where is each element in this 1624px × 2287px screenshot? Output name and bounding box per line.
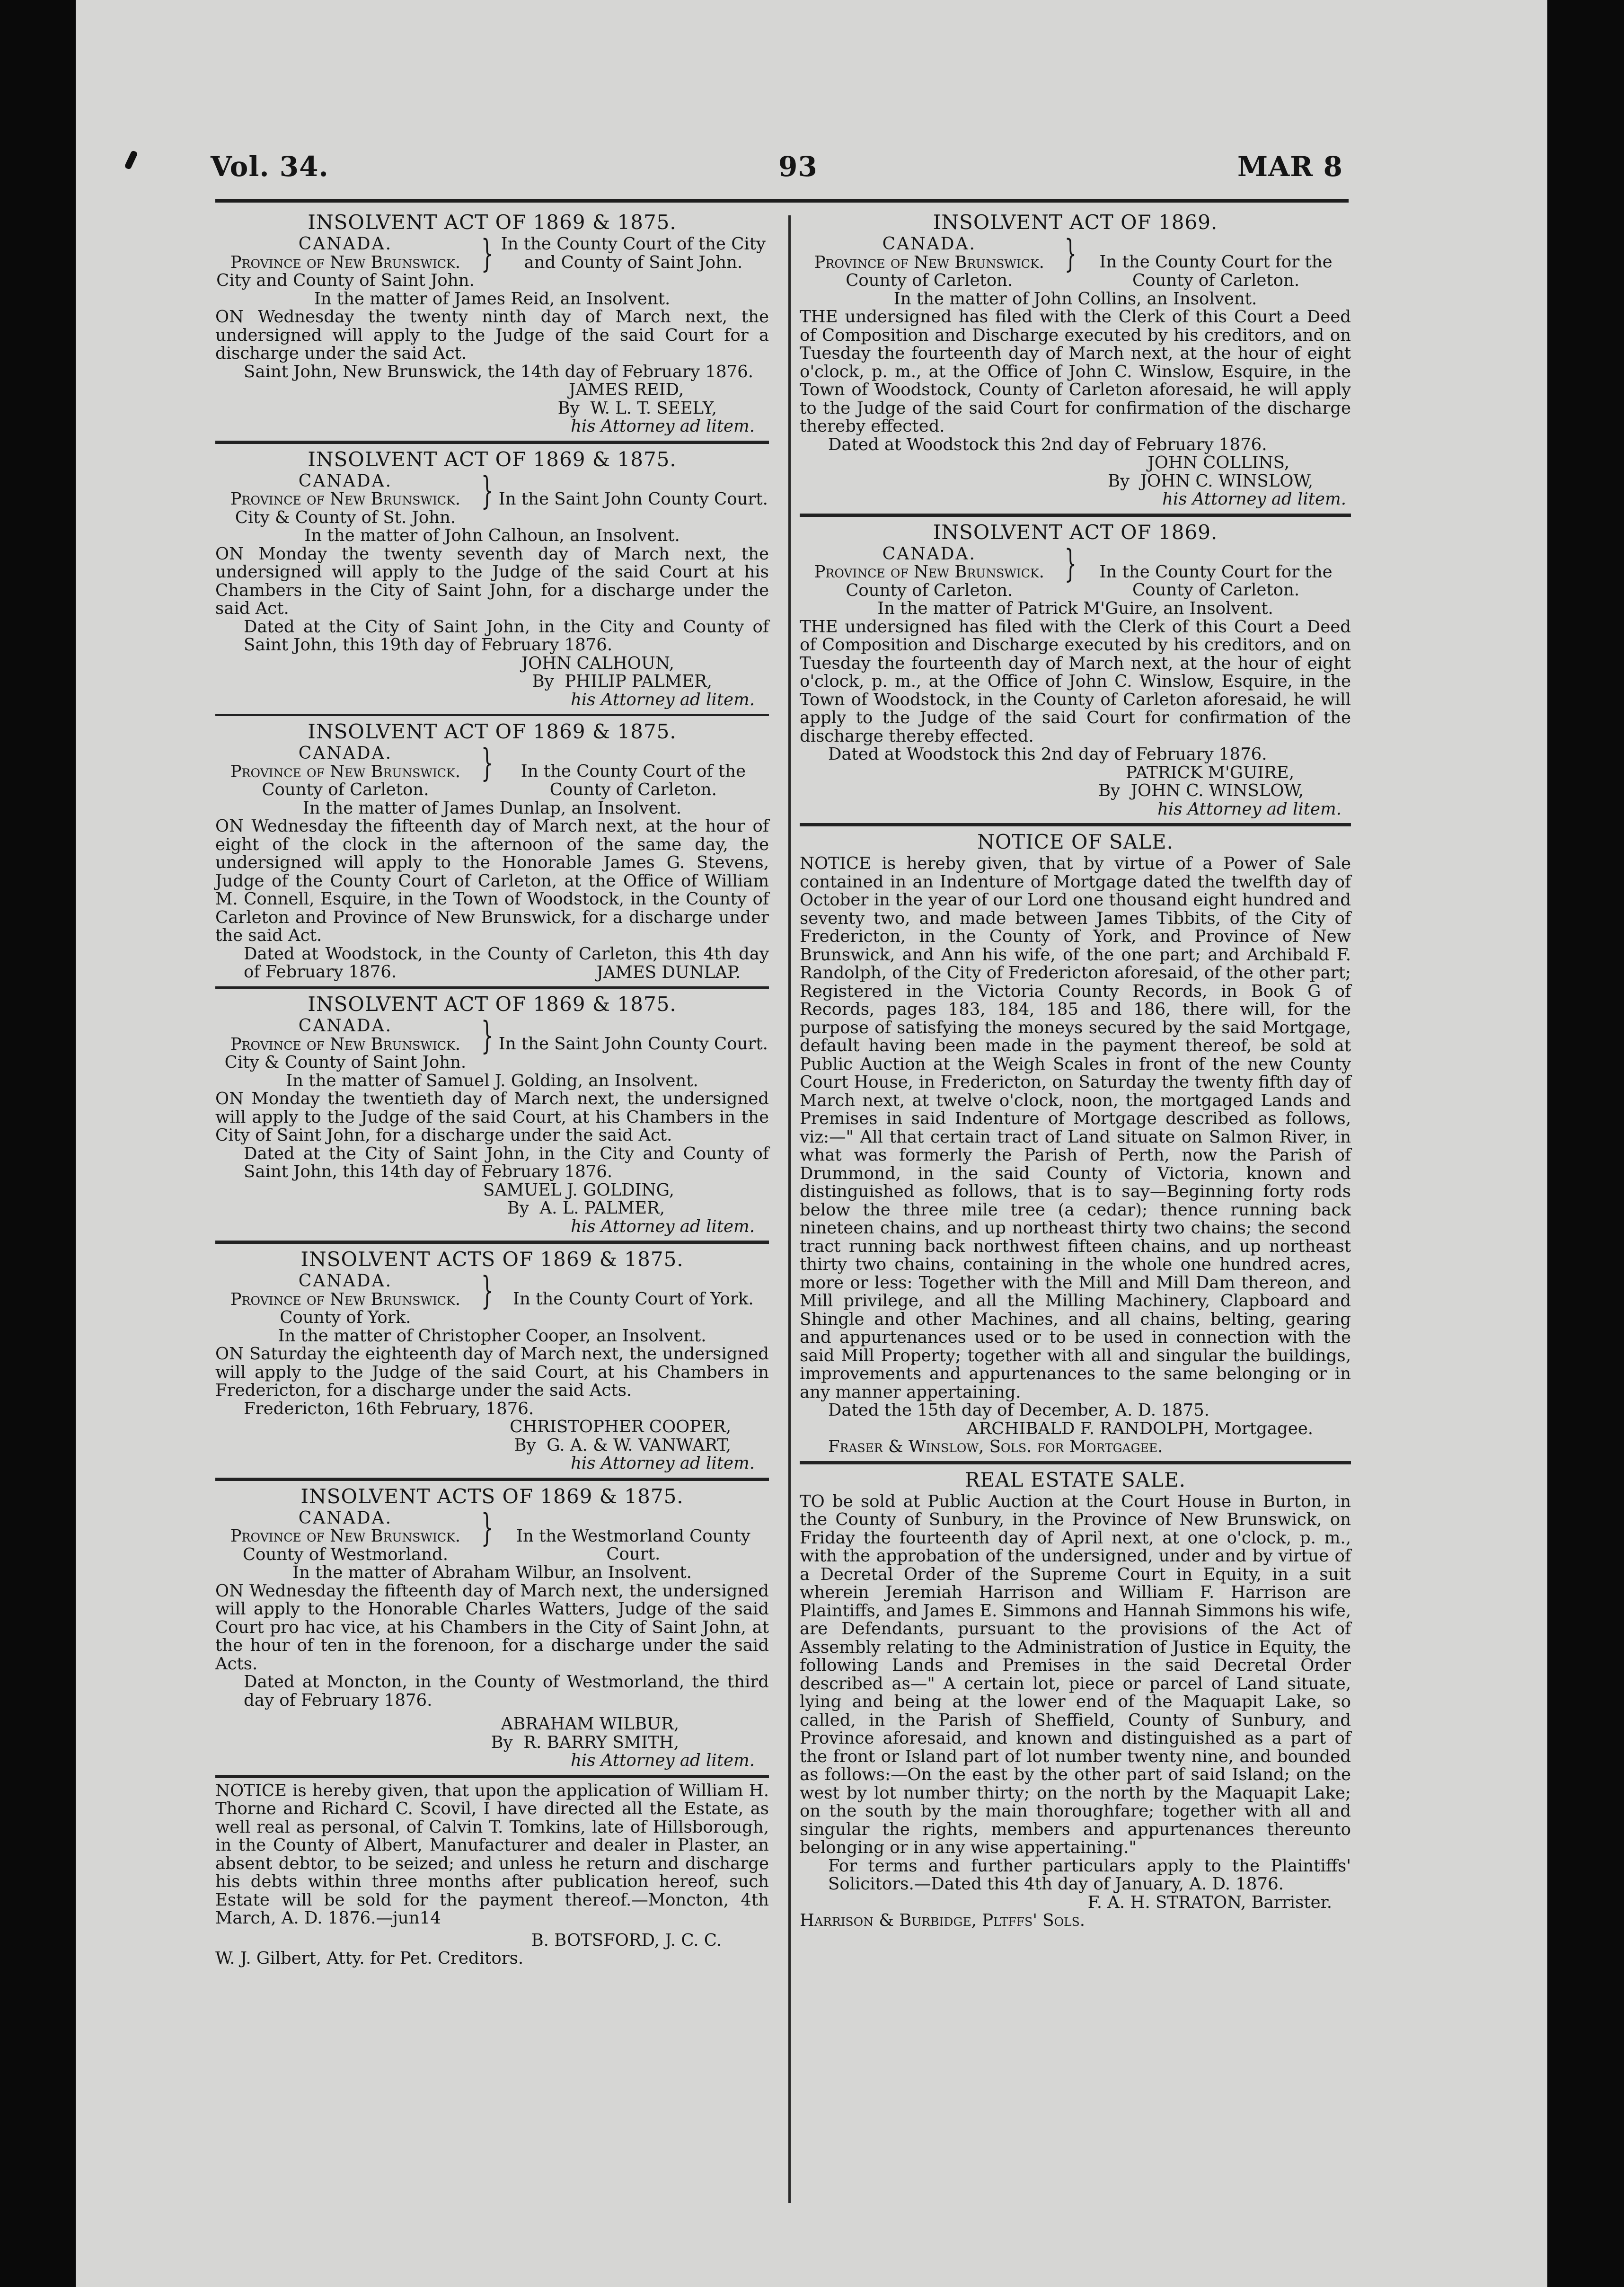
- county: County of Carleton.: [846, 580, 1013, 600]
- court-heading: [215, 468, 769, 527]
- dated-line: Dated at Woodstock this 2nd day of February 1876.: [828, 745, 1267, 764]
- notice-body: THE undersigned has filed with the Clerk of this Court a Deed of Composition and Discharge executed by his creditors, and on Tuesday the fourteenth day of March next, at the hour of eight o'clock, p. m., at the Office of John C. Winslow, Esquire, in the Town of Woodstock, in the County of Carleton aforesaid, he will apply to the Judge of the said Court for confirmation of the discharge thereby effected.: [800, 617, 1351, 746]
- matter-line: In the matter of Abraham Wilbur, an Insolvent.: [292, 1563, 692, 1582]
- court-name: In the Saint John County Court.: [498, 489, 768, 509]
- attorney-line: [215, 1436, 769, 1455]
- province: Province of New Brunswick.: [814, 562, 1044, 582]
- attorney-role: his Attorney ad litem.: [571, 417, 755, 436]
- court-heading: [800, 231, 1351, 290]
- court-name: In the County Court of the City and County of Saint John.: [501, 234, 766, 272]
- attorney-name: A. L. PALMER,: [539, 1198, 665, 1218]
- signatory: F. A. H. STRATON, Barrister.: [1087, 1892, 1332, 1912]
- attorney-name: JOHN C. WINSLOW,: [1140, 471, 1313, 491]
- section-rule: [215, 1775, 769, 1778]
- section-rule: [800, 514, 1351, 517]
- notice-body: THE undersigned has filed with the Clerk of this Court a Deed of Composition and Discharge executed by his creditors, and on Tuesday the fourteenth day of March next, at the hour of eight o'clock, p. m., at the Office of John C. Winslow, Esquire, in the Town of Woodstock, County of Carleton aforesaid, he will apply to the Judge of the said Court for confirmation of the discharge thereby effected.: [800, 307, 1351, 436]
- county: County of Carleton.: [846, 271, 1013, 290]
- attorney-role: his Attorney ad litem.: [571, 1454, 755, 1473]
- attorney-line: [215, 399, 769, 418]
- section-rule: [215, 1241, 769, 1244]
- attorney-role: his Attorney ad litem.: [571, 690, 755, 709]
- matter-line: In the matter of James Dunlap, an Insolvent.: [302, 798, 682, 818]
- attorney-line: [215, 673, 769, 691]
- attorney-name: PHILIP PALMER,: [565, 672, 712, 691]
- notice-calvin-tomkins: [215, 1782, 769, 1968]
- notice-title: INSOLVENT ACT OF 1869 & 1875.: [308, 447, 677, 471]
- by-label: By: [532, 672, 554, 691]
- right-column: [800, 211, 1351, 1930]
- section-rule: [800, 1461, 1351, 1464]
- attorney-line: [215, 1199, 769, 1218]
- notice-title: INSOLVENT ACT OF 1869.: [933, 520, 1218, 544]
- notice-title: INSOLVENT ACTS OF 1869 & 1875.: [300, 1248, 684, 1271]
- section-rule: [800, 823, 1351, 826]
- country: CANADA.: [882, 544, 976, 564]
- signatory: CHRISTOPHER COOPER,: [510, 1417, 731, 1436]
- further-particulars: For terms and further particulars apply to the Plaintiffs' Solicitors.—Dated this 4th day of January, A. D. 1876.: [828, 1856, 1351, 1894]
- country: CANADA.: [298, 234, 393, 254]
- province: Province of New Brunswick.: [230, 1289, 461, 1309]
- by-label: By: [491, 1732, 513, 1752]
- signatory: PATRICK M'GUIRE,: [1125, 762, 1294, 782]
- notice-body: ON Wednesday the fifteenth day of March next, at the hour of eight of the clock in the afternoon of the same day, the undersigned will apply to the Honorable James G. Stevens, Judge of the County Court of Carleton, at the Office of William M. Connell, Esquire, in the Town of Woodstock, in the County of Carleton and Province of New Brunswick, for a discharge under the said Act.: [215, 816, 769, 945]
- section-rule: [215, 986, 769, 989]
- solicitors: Fraser & Winslow, Sols. for Mortgagee.: [828, 1437, 1163, 1456]
- signatory: ARCHIBALD F. RANDOLPH, Mortgagee.: [966, 1418, 1313, 1438]
- notice-samuel-golding: [215, 993, 769, 1236]
- notice-of-sale: [800, 830, 1351, 1456]
- by-label: By: [507, 1198, 529, 1218]
- province: Province of New Brunswick.: [230, 1034, 461, 1054]
- country: CANADA.: [298, 1016, 393, 1036]
- notice-body: ON Wednesday the twenty ninth day of March next, the undersigned will apply to the Judge of the said Court for a discharge under the said Act.: [215, 307, 769, 363]
- province: Province of New Brunswick.: [230, 489, 461, 509]
- county: City & County of St. John.: [235, 507, 456, 527]
- notice-title: INSOLVENT ACT OF 1869 & 1875.: [308, 720, 677, 743]
- dated-line: Dated at the City of Saint John, in the City and County of Saint John, this 19th day of February 1876.: [244, 617, 769, 655]
- dated-line: Dated at Moncton, in the County of Westmorland, the third day of February 1876.: [244, 1672, 769, 1710]
- signatory: JOHN COLLINS,: [1147, 453, 1289, 472]
- signatory: SAMUEL J. GOLDING,: [483, 1180, 674, 1200]
- country: CANADA.: [298, 1508, 393, 1528]
- matter-line: In the matter of John Collins, an Insolvent.: [893, 289, 1257, 309]
- by-label: By: [514, 1435, 536, 1455]
- brace-glyph: }: [481, 1505, 494, 1550]
- notice-title: NOTICE OF SALE.: [977, 830, 1174, 853]
- dated-line: Dated the 15th day of December, A. D. 1875.: [828, 1401, 1209, 1420]
- province: Province of New Brunswick.: [814, 252, 1044, 272]
- attorney-role: his Attorney ad litem.: [571, 1216, 755, 1236]
- signatory: JAMES REID,: [569, 380, 684, 399]
- attorney-line: [215, 1734, 769, 1752]
- notice-title: INSOLVENT ACT OF 1869.: [933, 211, 1218, 234]
- by-label: By: [1098, 781, 1121, 800]
- province: Province of New Brunswick.: [230, 252, 461, 272]
- notice-title: REAL ESTATE SALE.: [964, 1468, 1186, 1491]
- notice-title: INSOLVENT ACTS OF 1869 & 1875.: [300, 1484, 684, 1508]
- notice-james-dunlap: [215, 720, 769, 982]
- brace-glyph: }: [481, 231, 494, 275]
- province: Province of New Brunswick.: [230, 1526, 461, 1546]
- matter-line: In the matter of Christopher Cooper, an Insolvent.: [278, 1326, 706, 1346]
- matter-line: In the matter of Patrick M'Guire, an Insolvent.: [877, 599, 1273, 618]
- matter-line: In the matter of John Calhoun, an Insolvent.: [304, 526, 680, 545]
- notice-title: INSOLVENT ACT OF 1869 & 1875.: [308, 993, 677, 1016]
- court-name: In the County Court for the County of Carleton.: [1099, 562, 1333, 600]
- court-heading: [215, 1013, 769, 1072]
- brace-glyph: }: [481, 1268, 494, 1312]
- country: CANADA.: [298, 1271, 393, 1291]
- notice-john-calhoun: [215, 448, 769, 709]
- notice-abraham-wilbur: [215, 1485, 769, 1770]
- header-rule: [215, 199, 1349, 203]
- dated-line: Saint John, New Brunswick, the 14th day of February 1876.: [244, 362, 753, 381]
- notice-john-collins: [800, 211, 1351, 509]
- dated-line: Dated at Woodstock, in the County of Carleton, this 4th day of February 1876.: [244, 944, 769, 982]
- attorney-line: [800, 782, 1351, 800]
- court-heading: [215, 231, 769, 290]
- signatory: JAMES DUNLAP.: [596, 962, 741, 982]
- attorney-role: his Attorney ad litem.: [1157, 799, 1342, 819]
- county: City & County of Saint John.: [224, 1053, 467, 1072]
- court-heading: [215, 741, 769, 799]
- brace-glyph: }: [1064, 541, 1077, 585]
- volume-number: Vol. 34.: [211, 151, 329, 183]
- dated-line: Fredericton, 16th February, 1876.: [244, 1399, 534, 1418]
- court-name: In the County Court for the County of Carleton.: [1099, 252, 1333, 290]
- court-name: In the County Court of the County of Carleton.: [521, 762, 746, 799]
- county: County of Westmorland.: [242, 1544, 449, 1564]
- notice-body: TO be sold at Public Auction at the Court House in Burton, in the County of Sunbury, in the Province of New Brunswick, on Friday the fourteenth day of April next, at one o'clock, p. m., with the approbation of the undersigned, under and by virtue of a Decretal Order of the Supreme Court in Equity, in a suit wherein Jeremiah Harrison and William F. Harrison are Plaintiffs, and James E. Simmons and Hannah Simmons his wife, are Defendants, pursuant to the provisions of the Act of Assembly relating to the Administration of Justice in Equity, the following Lands and Premises in the said Decretal Order described as—" A certain lot, piece or parcel of Land situate, lying and being at the lower end of the Maquapit Lake, so called, in the Parish of Sheffield, County of Sunbury, and Province aforesaid, and known and distinguished as a part of the front or Island part of lot number twenty nine, and bounded as follows:—On the east by the other part of said Island; on the west by lot number thirty; on the north by the Maquapit Lake; on the south by the main thoroughfare; together with all and singular the rights, members and appurtenances thereunto belonging or in any wise appertaining.": [800, 1491, 1351, 1857]
- court-name: In the County Court of York.: [513, 1289, 754, 1309]
- notice-title: INSOLVENT ACT OF 1869 & 1875.: [308, 211, 677, 234]
- notice-body: ON Wednesday the fifteenth day of March next, the undersigned will apply to the Honorable Charles Watters, Judge of the said Court pro hac vice, at his Chambers in the City of Saint John, at the hour of ten in the forenoon, for a discharge under the said Acts.: [215, 1581, 769, 1674]
- notice-body: ON Monday the twenty seventh day of March next, the undersigned will apply to the Judge of the said Court at his Chambers in the City of Saint John, for a discharge under the said Act.: [215, 544, 769, 618]
- county: County of Carleton.: [262, 780, 429, 799]
- matter-line: In the matter of Samuel J. Golding, an Insolvent.: [286, 1071, 698, 1090]
- attorney-role: his Attorney ad litem.: [571, 1751, 755, 1770]
- notice-patrick-mguire: [800, 521, 1351, 819]
- notice-james-reid: [215, 211, 769, 436]
- court-name: In the Saint John County Court.: [498, 1034, 768, 1054]
- country: CANADA.: [298, 471, 393, 491]
- notice-real-estate-sale: [800, 1468, 1351, 1930]
- court-heading: [215, 1505, 769, 1564]
- county: County of York.: [280, 1308, 411, 1327]
- petitioner-attorney: W. J. Gilbert, Atty. for Pet. Creditors.: [215, 1949, 524, 1968]
- solicitors: Harrison & Burbidge, Pltffs' Sols.: [800, 1911, 1086, 1930]
- notice-body: NOTICE is hereby given, that by virtue of a Power of Sale contained in an Indenture of Mortgage dated the twelfth day of October in the year of our Lord one thousand eight hundred and seventy two, and made between James Tibbits, of the City of Fredericton, in the County of York, and Province of New Brunswick, and Ann his wife, of the one part; and Archibald F. Randolph, of the City of Fredericton aforesaid, of the other part; Registered in the Victoria County Records, in Book G of Records, pages 183, 184, 185 and 186, there will, for the purpose of satisfying the moneys secured by the said Mortgage, default having been made in the payment thereof, be sold at Public Auction at the Weigh Scales in front of the new County Court House, in Fredericton, on Saturday the twenty fifth day of March next, at twelve o'clock, noon, the mortgaged Lands and Premises in said Indenture of Mortgage described as follows, viz:—" All that certain tract of Land situate on Salmon River, in what was formerly the Parish of Perth, now the Parish of Drummond, in the said County of Victoria, known and distinguished as follows, that is to say—Beginning forty rods below the three mile tree (a cedar); thence running back nineteen chains, and up northeast thirty two chains; the second tract running back northwest fifteen chains, and up northeast thirty two chains, containing in the whole one hundred acres, more or less: Together with the Mill and Mill Dam thereon, and Mill privilege, and all the Milling Machinery, Clapboard and Shingle and other Machines, and all chains, belting, gearing and appurtenances used or to be used in connection with the said Mill Property; together with all and singular the buildings, improvements and appurtenances to the same belonging or in any manner appertaining.: [800, 854, 1351, 1402]
- country: CANADA.: [298, 744, 393, 763]
- by-label: By: [557, 398, 580, 418]
- attorney-name: G. A. & W. VANWART,: [547, 1435, 731, 1455]
- attorney-name: W. L. T. SEELY,: [590, 398, 717, 418]
- brace-glyph: }: [481, 1013, 494, 1057]
- column-divider: [788, 215, 791, 2203]
- brace-glyph: }: [481, 741, 494, 785]
- attorney-name: R. BARRY SMITH,: [523, 1732, 679, 1752]
- county: City and County of Saint John.: [216, 271, 475, 290]
- notice-body: NOTICE is hereby given, that upon the application of William H. Thorne and Richard C. Scovil, I have directed all the Estate, as well real as personal, of Calvin T. Tomkins, late of Hillsborough, in the County of Albert, Manufacturer and dealer in Plaster, an absent debtor, to be seized; and unless he return and discharge his debts within three months after publication hereof, such Estate will be sold for the payment thereof.—Moncton, 4th March, A. D. 1876.—jun14: [215, 1781, 769, 1928]
- attorney-name: JOHN C. WINSLOW,: [1130, 781, 1304, 800]
- country: CANADA.: [882, 234, 976, 254]
- notice-body: ON Monday the twentieth day of March next, the undersigned will apply to the Judge of the said Court, at his Chambers in the City of Saint John, for a discharge under the said Act.: [215, 1089, 769, 1145]
- attorney-line: [800, 472, 1351, 491]
- page-number: 93: [778, 151, 818, 183]
- issue-date: MAR 8: [1237, 151, 1343, 183]
- court-heading: [800, 541, 1351, 600]
- section-rule: [215, 441, 769, 444]
- court-name: In the Westmorland County Court.: [516, 1526, 750, 1564]
- by-label: By: [1108, 471, 1130, 491]
- court-heading: [215, 1268, 769, 1327]
- matter-line: In the matter of James Reid, an Insolvent.: [314, 289, 671, 309]
- notice-body: ON Saturday the eighteenth day of March next, the undersigned will apply to the Judge of the said Court, at his Chambers in Fredericton, for a discharge under the said Acts.: [215, 1344, 769, 1400]
- section-rule: [215, 1478, 769, 1481]
- dated-line: Dated at the City of Saint John, in the City and County of Saint John, this 14th day of February 1876.: [244, 1144, 769, 1181]
- signatory: ABRAHAM WILBUR,: [501, 1714, 679, 1734]
- brace-glyph: }: [481, 468, 494, 513]
- dated-line: Dated at Woodstock this 2nd day of February 1876.: [828, 434, 1267, 454]
- notice-christopher-cooper: [215, 1248, 769, 1473]
- brace-glyph: }: [1064, 231, 1077, 275]
- section-rule: [215, 714, 769, 716]
- left-column: [215, 211, 769, 1968]
- province: Province of New Brunswick.: [230, 762, 461, 781]
- attorney-role: his Attorney ad litem.: [1162, 489, 1346, 509]
- signatory: B. BOTSFORD, J. C. C.: [531, 1930, 722, 1950]
- signatory: JOHN CALHOUN,: [521, 653, 674, 673]
